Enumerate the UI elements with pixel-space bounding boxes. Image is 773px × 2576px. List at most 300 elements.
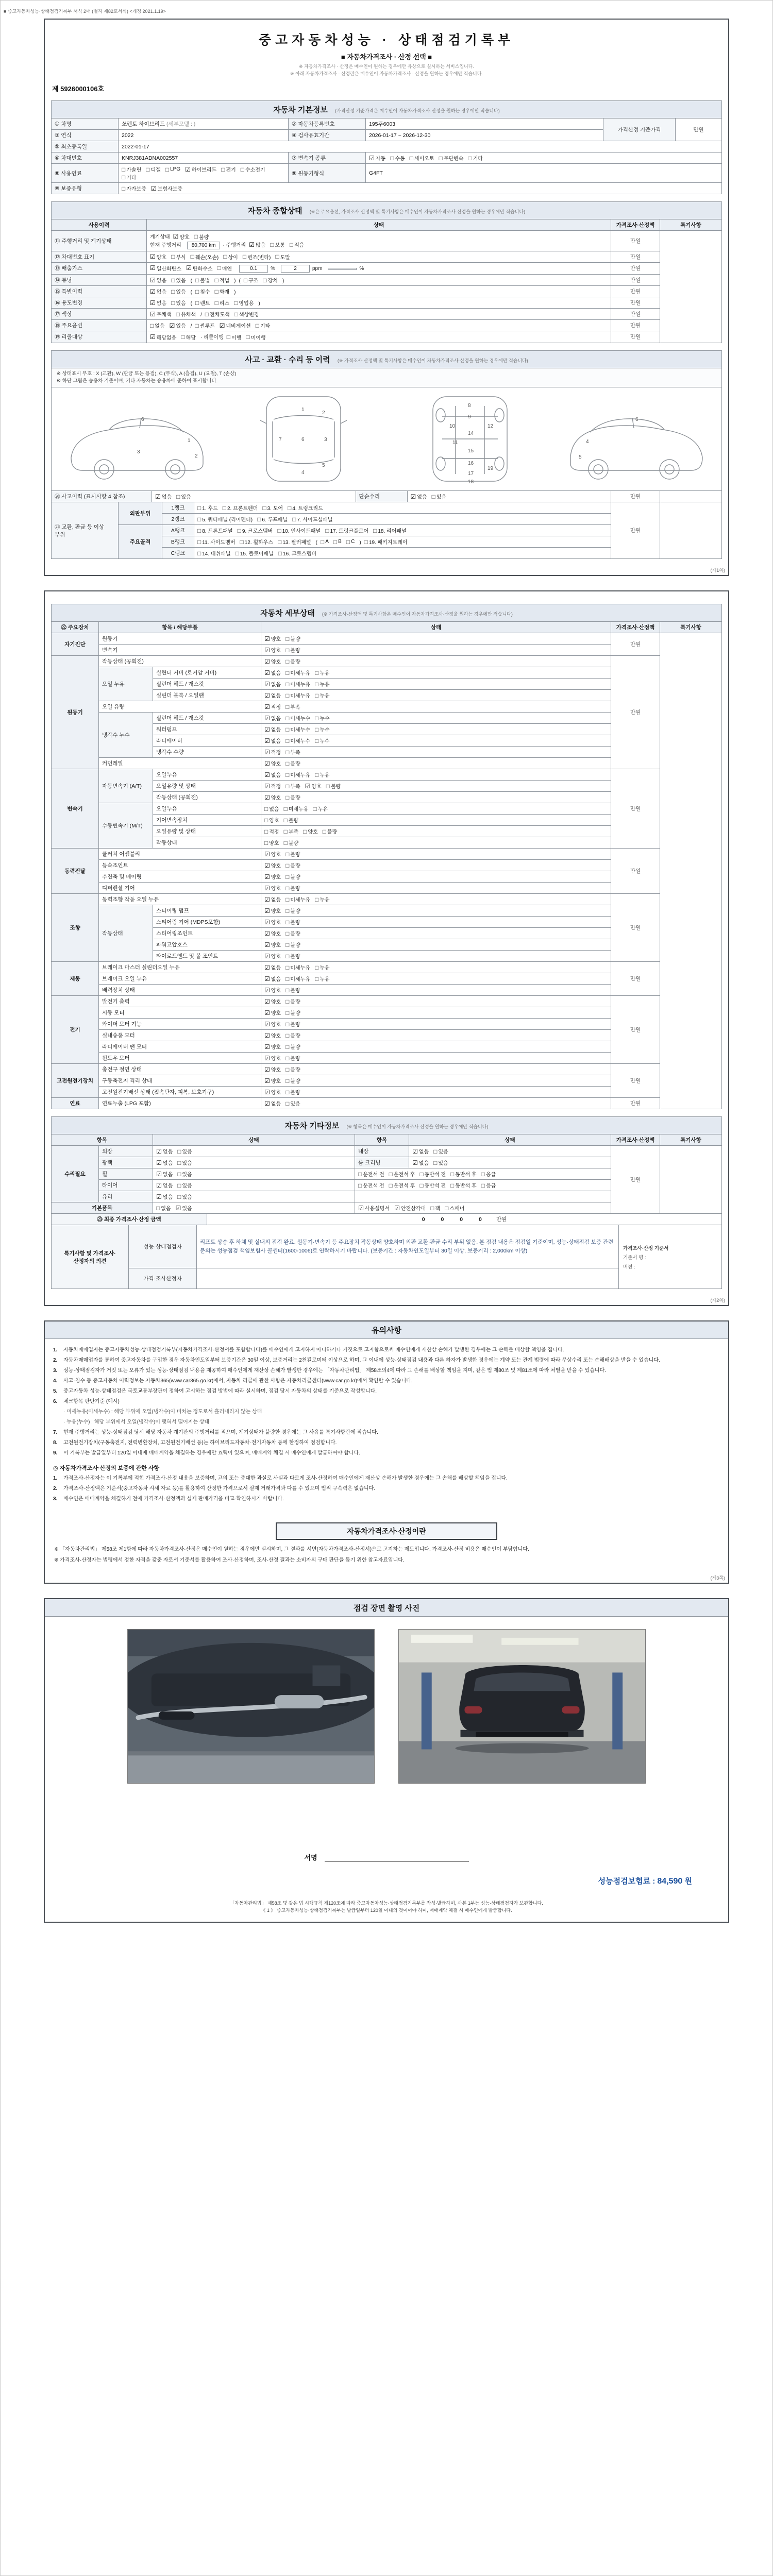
car-diagram-bottom	[393, 392, 547, 487]
accident-history-table	[51, 490, 722, 502]
checkbox-unchecked	[285, 1099, 300, 1107]
price-cell: 만원	[611, 962, 660, 996]
checkbox-unchecked	[468, 154, 483, 162]
checkbox-icon: ☑	[264, 1020, 270, 1028]
checkbox-label: 불량	[290, 920, 300, 926]
checkbox-label: 양호	[271, 909, 281, 914]
notice-number: 7.	[53, 1430, 58, 1435]
checkbox-icon: □	[292, 515, 296, 523]
checkbox-icon: ☑	[150, 253, 156, 260]
text-fragment: ppm	[312, 266, 323, 272]
checkbox-label: 양호	[308, 829, 318, 835]
checkbox-checked	[264, 952, 281, 960]
checkbox-icon: □	[358, 1170, 362, 1178]
checkbox-label: 불량	[290, 909, 300, 914]
item-state	[261, 633, 611, 645]
checkbox-label: 없음	[161, 1206, 171, 1212]
checkbox-icon: □	[450, 1181, 455, 1189]
checkbox-unchecked	[285, 1043, 300, 1050]
checkbox-unchecked	[433, 1147, 448, 1155]
text-fragment: /	[200, 312, 202, 318]
rank-label: 1랭크	[162, 502, 194, 514]
usage-state	[147, 297, 611, 309]
usage-state	[147, 320, 611, 331]
checkbox-label: 양호	[271, 863, 281, 869]
checkbox-checked	[264, 669, 281, 676]
item-state	[261, 701, 611, 713]
item-label: 실린더 헤드 / 개스킷	[153, 679, 261, 690]
item-label: 와이퍼 모터 기능	[99, 1019, 261, 1030]
svg-text:5: 5	[578, 454, 582, 460]
checkbox-unchecked	[197, 504, 218, 512]
checkbox-label: 전기	[226, 167, 236, 173]
overall-row	[52, 262, 722, 275]
item-label: 커먼레일	[99, 758, 261, 769]
text-fragment: (	[239, 278, 241, 284]
checkbox-label: 이행	[231, 335, 242, 341]
checkbox-checked	[176, 1204, 192, 1212]
checkbox-icon: □	[240, 165, 244, 173]
checkbox-icon: ☑	[156, 1170, 162, 1178]
checkbox-icon: □	[197, 504, 201, 512]
svg-text:7: 7	[278, 437, 282, 443]
photo-rear-on-lift	[398, 1629, 646, 1784]
item-state	[261, 645, 611, 656]
checkbox-icon: □	[262, 504, 266, 512]
other-header-item2: 항목	[355, 1134, 409, 1146]
checkbox-label: 불량	[290, 1079, 300, 1084]
checkbox-icon: □	[264, 805, 268, 812]
svg-text:16: 16	[467, 461, 474, 466]
item-state	[261, 860, 611, 871]
checkbox-icon: □	[325, 527, 329, 534]
room-cleaning-label: 룸 크리닝	[355, 1157, 409, 1168]
item-state	[261, 690, 611, 701]
checkbox-checked	[150, 253, 166, 261]
checkbox-unchecked	[315, 691, 330, 699]
checkbox-label: 해당없음	[156, 335, 177, 341]
usage-label: ⑬ 배출가스	[52, 262, 147, 275]
checkbox-icon: □	[122, 184, 126, 192]
text-fragment: · 리콜이행	[200, 335, 224, 341]
checkbox-icon: □	[285, 997, 290, 1005]
notice-heading: ◎ 자동차가격조사·산정의 보증에 관한 사항	[53, 1465, 160, 1471]
checkbox-label: 17. 트렁크플로어	[330, 529, 369, 534]
checkbox-unchecked	[390, 154, 405, 162]
checkbox-icon: □	[468, 154, 472, 162]
svg-text:11: 11	[452, 440, 458, 446]
checkbox-unchecked	[285, 975, 310, 982]
checkbox-label: 불량	[290, 943, 300, 948]
checkbox-label: 양호	[271, 852, 281, 858]
accident-legend	[51, 368, 722, 387]
checkbox-icon: □	[283, 805, 288, 812]
checkbox-unchecked	[262, 504, 283, 512]
section-basic-note: (가격산정 기준가격은 매수인이 자동차가격조사·산정을 원하는 경우에만 적습니다)	[335, 108, 500, 113]
checkbox-icon: □	[197, 549, 201, 557]
notice-text: 중고자동차 성능·상태점검은 국토교통부장관이 정하여 고시하는 점검 방법에 따라 실시하며, 점검 당시 자동차의 상태를 기준으로 작성합니다.	[63, 1388, 377, 1394]
notice-subitem-indent	[53, 1418, 63, 1427]
accident-parts-table	[51, 502, 722, 559]
item-state	[261, 792, 611, 803]
item-label: 기어변속장치	[153, 815, 261, 826]
svg-text:12: 12	[487, 423, 493, 429]
section-accident-note: (※ 가격조사·산정액 및 특기사항은 매수인이 자동차가격조사·산정을 원하는 경우에만 적습니다)	[337, 358, 528, 363]
item-label: 오일누유	[153, 769, 261, 781]
checkbox-icon: ☑	[264, 748, 270, 756]
checkbox-label: 보험사보증	[157, 187, 182, 192]
checkbox-unchecked	[315, 737, 330, 744]
checkbox-label: 침수	[200, 290, 210, 295]
checkbox-icon: ☑	[264, 759, 270, 767]
checkbox-label: 부족	[290, 750, 300, 756]
checkbox-unchecked	[285, 657, 300, 665]
section-other-info	[51, 1116, 722, 1134]
car-diagram-rear-right	[559, 392, 714, 487]
section-overall-state	[51, 201, 722, 219]
overall-row	[52, 331, 722, 343]
item-subgroup: 작동상태	[99, 905, 153, 962]
checkbox-icon: ☑	[169, 321, 175, 329]
item-state	[261, 735, 611, 747]
checkbox-icon: □	[431, 493, 435, 500]
final-price-value: 0 0 0 0	[422, 1216, 489, 1223]
notice-text: 현재 주행거리는 성능·상태점검 당시 해당 자동차 계기판의 주행거리를 적으며, 계기상태가 불량한 경우에는 그 사유를 특기사항란에 적습니다.	[63, 1430, 378, 1435]
device-group: 제동	[52, 962, 99, 996]
text-fragment: 계기상태	[150, 234, 170, 240]
checkbox-label: 수소전기	[245, 167, 265, 173]
checkbox-icon: □	[221, 165, 225, 173]
block-overview	[44, 19, 729, 576]
checkbox-icon: □	[264, 839, 268, 846]
checkbox-unchecked	[285, 1088, 300, 1096]
checkbox-checked	[264, 759, 281, 767]
svg-text:4: 4	[585, 439, 589, 445]
detail-table-body	[52, 633, 722, 1109]
checkbox-icon: □	[285, 771, 290, 778]
notice-subitem-indent	[53, 1408, 63, 1416]
checkbox-label: 없음	[271, 727, 281, 733]
checkbox-label: 화재	[219, 290, 230, 295]
checkbox-unchecked	[285, 952, 300, 960]
checkbox-unchecked	[389, 1170, 415, 1178]
checkbox-label: 없음	[271, 773, 281, 778]
checkbox-label: 미이행	[250, 335, 266, 341]
item-state	[261, 1098, 611, 1109]
checkbox-label: 누수	[320, 716, 330, 722]
detail-row	[52, 1064, 722, 1075]
checkbox-label: 15. 플로어패널	[240, 551, 274, 557]
checkbox-label: 불량	[290, 931, 300, 937]
item-state	[261, 769, 611, 781]
checkbox-icon: ☑	[150, 276, 156, 284]
section-accident-history	[51, 350, 722, 368]
checkbox-unchecked	[278, 538, 311, 546]
checkbox-unchecked	[285, 737, 310, 744]
first-reg-date: 2022-01-17	[119, 141, 722, 152]
checkbox-label: 불량	[290, 1033, 300, 1039]
section-other-note: (※ 항목은 매수인이 자동차가격조사·산정을 원하는 경우에만 적습니다)	[346, 1124, 489, 1129]
checkbox-icon: □	[214, 276, 219, 284]
checkbox-checked	[156, 1181, 173, 1189]
item-label: 실린더 헤드 / 개스킷	[153, 713, 261, 724]
checkbox-label: 불량	[290, 795, 300, 801]
checkbox-icon: □	[190, 253, 194, 260]
notice-number: 8.	[53, 1440, 58, 1446]
checkbox-icon: □	[285, 714, 290, 722]
notice-subitem-text: · 미세누유(미세누수) : 해당 부위에 오일(냉각수)이 비치는 정도로서 흘러내리지 않는 상태	[63, 1409, 262, 1415]
svg-text:10: 10	[449, 423, 455, 429]
checkbox-unchecked	[315, 895, 330, 903]
checkbox-icon: □	[289, 241, 294, 248]
checkbox-icon: □	[195, 321, 199, 329]
notice-text: 성능·상태점검자가 거짓 또는 오류가 있는 성능·상태점검 내용을 제공하여 매수인에게 재산상 손해가 발생한 경우에는 「자동차관리법」 제58조의4에 따라 그 손해를 배상할 책임을 지며, 같은 법 제80조 및 제81조에 따라 처벌을 받을 수 있습니다.	[63, 1368, 606, 1374]
checkbox-label: 가솔린	[126, 167, 142, 173]
checkbox-unchecked	[243, 253, 271, 261]
wheel-state	[153, 1168, 355, 1180]
remarks-cell	[660, 633, 722, 1109]
checkbox-icon: □	[195, 287, 199, 295]
polish-label: 광택	[99, 1157, 153, 1168]
checkbox-label: 보통	[275, 243, 285, 248]
checkbox-icon: □	[314, 737, 319, 744]
checkbox-label: 누유	[320, 977, 330, 982]
other-header-note: 특기사항	[660, 1134, 722, 1146]
checkbox-unchecked	[285, 941, 300, 948]
checkbox-icon: □	[481, 1181, 485, 1189]
device-group: 전기	[52, 996, 99, 1064]
text-fragment: 현재 주행거리	[150, 242, 181, 248]
checkbox-icon: □	[171, 287, 175, 295]
checkbox-icon: ☑	[264, 850, 270, 858]
checkbox-unchecked	[176, 310, 196, 318]
overall-header-note: 특기사항	[660, 219, 722, 231]
item-state	[261, 973, 611, 985]
engine-type: G4FT	[366, 164, 722, 183]
device-group: 조향	[52, 894, 99, 962]
checkbox-icon: ☑	[264, 1077, 270, 1084]
checkbox-icon: □	[450, 1170, 455, 1178]
checkbox-icon: ☑	[156, 1147, 162, 1155]
checkbox-icon: □	[285, 1031, 290, 1039]
checkbox-checked	[170, 321, 186, 329]
checkbox-icon: □	[235, 549, 239, 557]
checkbox-icon: □	[263, 276, 267, 284]
checkbox-unchecked	[277, 527, 321, 534]
checkbox-icon: □	[314, 771, 319, 778]
checkbox-icon: □	[195, 299, 199, 307]
other-header-state2: 상태	[409, 1134, 611, 1146]
checkbox-checked	[264, 782, 281, 790]
checkbox-icon: □	[409, 154, 413, 162]
checkbox-icon: ☑	[410, 493, 416, 500]
checkbox-icon: ☑	[264, 929, 270, 937]
checkbox-unchecked	[285, 703, 300, 710]
checkbox-icon: ☑	[264, 963, 270, 971]
checkbox-unchecked	[275, 253, 290, 261]
car-name: 쏘렌토 하이브리드	[122, 121, 165, 127]
basis-title: 가격조사·산정 기준서	[623, 1245, 669, 1251]
overall-table-body	[52, 231, 722, 343]
price-cell: 만원	[611, 769, 660, 849]
interior-label: 내장	[355, 1146, 409, 1157]
item-label: 스티어링조인트	[153, 928, 261, 939]
checkbox-label: 양호	[271, 1079, 281, 1084]
checkbox-unchecked	[181, 333, 196, 341]
checkbox-checked	[264, 1065, 281, 1073]
checkbox-label: C	[351, 539, 355, 545]
checkbox-icon: □	[171, 253, 175, 260]
checkbox-unchecked	[285, 714, 310, 722]
checkbox-icon: □	[234, 299, 238, 307]
svg-text:14: 14	[467, 431, 474, 436]
checkbox-icon: □	[481, 1170, 485, 1178]
checkbox-checked	[156, 1193, 173, 1200]
section-other-title: 자동차 기타정보	[284, 1122, 340, 1130]
price-cell: 만원	[611, 502, 660, 559]
block-detail-state	[44, 590, 729, 1306]
glass-state	[153, 1191, 355, 1202]
checkbox-label: 양호	[271, 886, 281, 892]
checkbox-label: 적법	[219, 278, 230, 284]
checkbox-unchecked	[288, 504, 323, 512]
checkbox-label: 응급	[485, 1183, 496, 1189]
checkbox-label: 8. 프론트패널	[202, 529, 233, 534]
checkbox-label: 있음	[182, 1195, 192, 1200]
checkbox-icon: □	[270, 241, 274, 248]
checkbox-icon: ☑	[264, 691, 270, 699]
item-state	[261, 826, 611, 837]
other-row-1	[52, 1146, 722, 1157]
detail-header-state: 상태	[261, 622, 611, 633]
checkbox-icon: ☑	[264, 884, 270, 892]
section-detail-note: (※ 가격조사·산정액 및 특기사항은 매수인이 자동차가격조사·산정을 원하는 경우에만 적습니다)	[322, 612, 513, 617]
pricing-info-line-1: ※ 「자동차관리법」 제58조 제1항에 따라 자동차가격조사·산정은 매수인이 원하는 경우에만 실시하며, 그 결과를 서면(자동차가격조사·산정서)으로 고지하는 제도입니다. 가격조사·산정 비용은 매수인이 부담합니다.	[54, 1547, 529, 1552]
item-label: 오일 유량	[99, 701, 261, 713]
checkbox-unchecked	[326, 782, 341, 790]
usage-label: ⑮ 특별이력	[52, 286, 147, 297]
checkbox-unchecked	[197, 549, 231, 557]
checkbox-unchecked	[195, 321, 214, 329]
checkbox-icon: □	[285, 975, 290, 982]
pricing-info-line-2: ※ 가격조사·산정자는 법령에서 정한 자격을 갖춘 자로서 기준서를 활용하여 조사·산정하며, 조사·산정 결과는 소비자의 구매 판단을 돕기 위한 참고자료입니다.	[54, 1557, 405, 1563]
checkbox-label: 양호	[179, 234, 190, 241]
checkbox-checked	[220, 321, 251, 329]
checkbox-label: 19. 패키지트레이	[368, 540, 408, 546]
notice-item	[53, 1449, 720, 1458]
checkbox-label: 7. 사이드실패널	[297, 517, 333, 523]
checkbox-icon: □	[373, 527, 377, 534]
checkbox-icon: ☑	[156, 1159, 162, 1166]
glass-label: 유리	[99, 1191, 153, 1202]
checkbox-label: 없음	[156, 301, 167, 307]
checkbox-checked	[264, 1077, 281, 1084]
notice-item	[53, 1387, 720, 1396]
checkbox-icon: □	[197, 538, 201, 546]
checkbox-icon: ☑	[264, 941, 270, 948]
checkbox-label: 불량	[290, 1056, 300, 1062]
checkbox-label: 불량	[290, 886, 300, 892]
checkbox-icon: □	[285, 657, 290, 665]
checkbox-icon: □	[257, 515, 261, 523]
checkbox-label: 누유	[320, 671, 330, 676]
detail-row	[52, 1098, 722, 1109]
checkbox-icon: □	[314, 669, 319, 676]
checkbox-label: 없음	[271, 716, 281, 722]
checkbox-icon: □	[171, 299, 175, 307]
rank-label: A랭크	[162, 525, 194, 536]
checkbox-label: 있음	[176, 324, 186, 329]
final-price-cell	[207, 1214, 722, 1225]
checkbox-label: 없음	[162, 1161, 173, 1166]
svg-text:8: 8	[467, 403, 471, 409]
checkbox-label: 적정	[269, 829, 279, 835]
tire-state	[153, 1180, 355, 1191]
notice-subitem	[53, 1408, 720, 1416]
checkbox-icon: □	[177, 1147, 181, 1155]
text-fragment: · 주행거리	[223, 242, 246, 248]
checkbox-checked	[264, 703, 281, 710]
checkbox-icon: □	[277, 527, 281, 534]
checkbox-unchecked	[285, 918, 300, 926]
item-label: 라디에이터	[153, 735, 261, 747]
checkbox-icon: □	[197, 527, 201, 534]
car-name-cell	[119, 118, 289, 130]
checkbox-label: 적정	[271, 784, 281, 790]
item-label: 냉각수 수량	[153, 747, 261, 758]
checkbox-icon: ☑	[264, 1031, 270, 1039]
checkbox-unchecked	[234, 299, 254, 307]
item-state	[261, 803, 611, 815]
inspection-period-label: ④ 검사유효기간	[289, 130, 366, 141]
other-info-body	[52, 1146, 722, 1214]
accident-rank-row	[52, 502, 722, 514]
checkbox-icon: □	[285, 635, 290, 642]
checkbox-icon: ☑	[264, 714, 270, 722]
checkbox-label: 누수	[320, 727, 330, 733]
checkbox-icon: ☑	[156, 1193, 162, 1200]
checkbox-unchecked	[373, 527, 407, 534]
checkbox-icon: □	[234, 310, 238, 318]
checkbox-unchecked	[284, 839, 299, 846]
section-overall-title: 자동차 종합상태	[247, 207, 303, 215]
checkbox-icon: □	[264, 816, 268, 824]
item-label: 클러치 어셈블리	[99, 849, 261, 860]
notice-item	[53, 1484, 720, 1493]
device-group: 연료	[52, 1098, 99, 1109]
checkbox-unchecked	[238, 527, 273, 534]
checkbox-unchecked	[264, 827, 279, 835]
checkbox-icon: □	[326, 782, 330, 790]
overall-header-state: 상태	[147, 219, 611, 231]
item-state	[261, 871, 611, 883]
checkbox-label: 양호	[269, 841, 279, 846]
notice-number: 9.	[53, 1450, 58, 1456]
checkbox-label: 양호	[271, 988, 281, 994]
item-label: 시동 모터	[99, 1007, 261, 1019]
checkbox-icon: □	[346, 538, 350, 546]
photos-title: 점검 장면 촬영 사진	[353, 1604, 420, 1613]
overall-row	[52, 286, 722, 297]
price-cell: 만원	[611, 894, 660, 962]
checkbox-label: 불량	[290, 659, 300, 665]
checkbox-unchecked	[146, 165, 161, 173]
checkbox-label: 누유	[320, 897, 330, 903]
car-diagram-front-left	[60, 392, 214, 487]
checkbox-icon: □	[223, 253, 227, 260]
checkbox-unchecked	[358, 1181, 384, 1189]
exterior-label: 외장	[99, 1146, 153, 1157]
